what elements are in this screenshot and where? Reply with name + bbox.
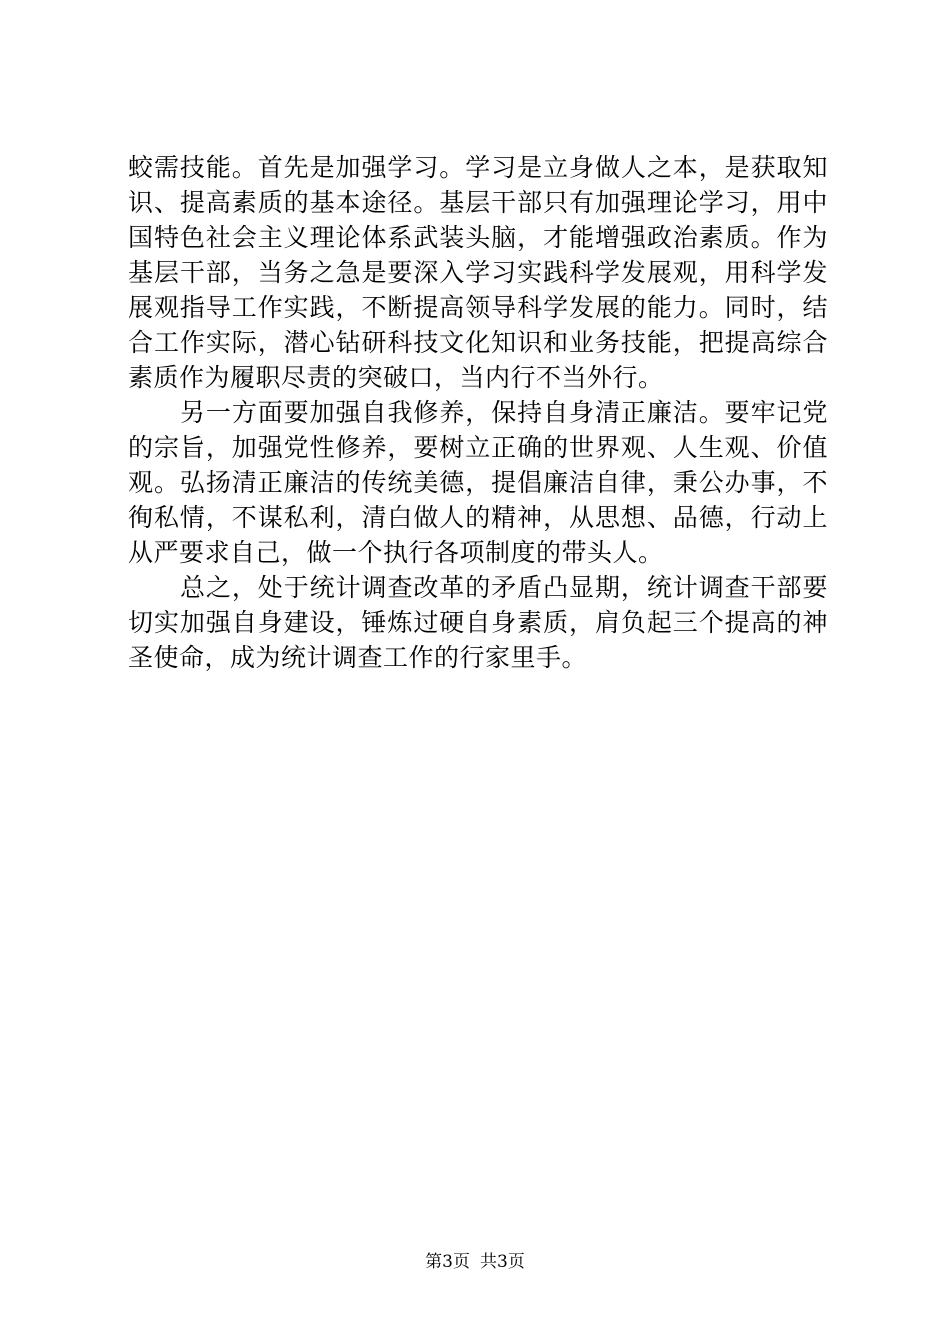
paragraph-2-line-3: 观。弘扬清正廉洁的传统美德，提倡廉洁自律，秉公办事，不 (128, 468, 828, 497)
document-body (128, 150, 828, 675)
paragraph-1-line-6: 合工作实际，潜心钻研科技文化知识和业务技能，把提高综合 (128, 328, 828, 357)
paragraph-1-line-7: 素质作为履职尽责的突破口，当内行不当外行。 (128, 363, 664, 392)
paragraph-1-line-3: 国特色社会主义理论体系武装头脑，才能增强政治素质。作为 (128, 223, 828, 252)
page-total: 共3页 (480, 1252, 525, 1272)
paragraph-3-line-3: 圣使命，成为统计调查工作的行家里手。 (128, 643, 588, 672)
page-number: 第3页 (425, 1252, 470, 1272)
paragraph-2-line-4: 徇私情，不谋私利，清白做人的精神，从思想、品德，行动上 (128, 503, 828, 532)
paragraph-1-line-1: 蛟需技能。首先是加强学习。学习是立身做人之本，是获取知 (128, 153, 828, 182)
paragraph-3-line-1: 总之，处于统计调查改革的矛盾凸显期，统计调查干部要 (180, 573, 828, 602)
page-footer (0, 1250, 950, 1274)
paragraph-3-line-2: 切实加强自身建设，锤炼过硬自身素质，肩负起三个提高的神 (128, 608, 828, 637)
paragraph-2-line-1: 另一方面要加强自我修养，保持自身清正廉洁。要牢记党 (180, 398, 828, 427)
paragraph-2-line-5: 从严要求自己，做一个执行各项制度的带头人。 (128, 538, 664, 567)
paragraph-1-line-4: 基层干部，当务之急是要深入学习实践科学发展观，用科学发 (128, 258, 828, 287)
paragraph-2-line-2: 的宗旨，加强党性修养，要树立正确的世界观、人生观、价值 (128, 433, 828, 462)
paragraph-1-line-5: 展观指导工作实践，不断提高领导科学发展的能力。同时，结 (128, 293, 828, 322)
paragraph-1-line-2: 识、提高素质的基本途径。基层干部只有加强理论学习，用中 (128, 188, 828, 217)
